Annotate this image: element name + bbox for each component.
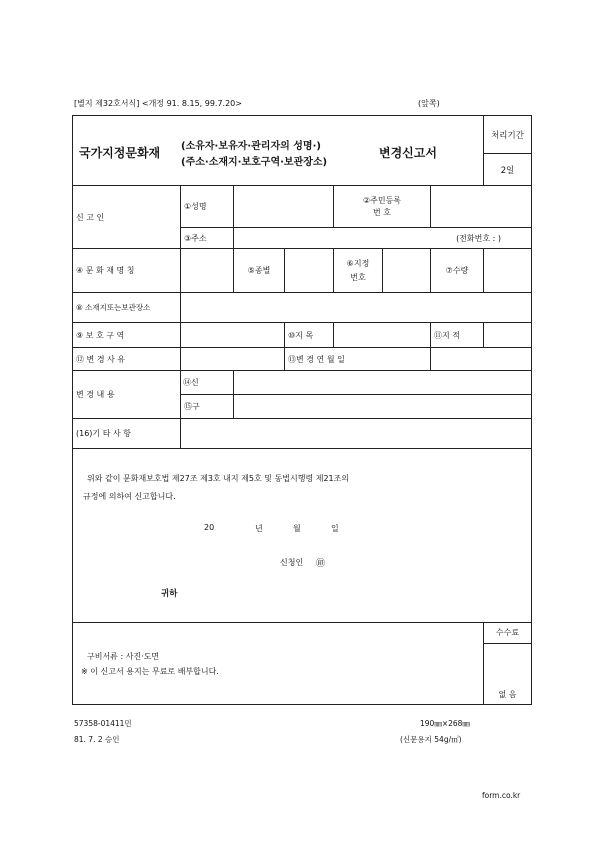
change-content-label: 변 경 내 용	[73, 371, 181, 419]
category-label: ⑤종별	[234, 249, 285, 293]
year-unit: 년	[255, 524, 263, 533]
report-form	[72, 115, 532, 705]
paper-type: (신문용지 54g/㎡)	[400, 735, 462, 744]
land-area-field[interactable]	[484, 323, 532, 348]
quantity-label: ⑦수량	[431, 249, 484, 293]
address-field[interactable]	[234, 228, 532, 249]
resident-no-label-2: 번 호	[373, 207, 391, 217]
quantity-field[interactable]	[484, 249, 532, 293]
site-mark: form.co.kr	[482, 791, 521, 800]
form-code: 57358-01411민	[74, 719, 132, 728]
protected-area-label: ⑨ 보 호 구 역	[73, 323, 181, 348]
land-category-field[interactable]	[334, 323, 431, 348]
statement-line-1: 위와 같이 문화재보호법 제27조 제3호 내지 제5호 및 동법시행령 제21조의	[87, 474, 350, 483]
heritage-name-field[interactable]	[181, 249, 234, 293]
designation-label-1: ⑥지정	[346, 258, 370, 268]
applicant-label: 신 고 인	[73, 186, 181, 249]
fee-label: 수수료	[484, 623, 531, 644]
paper-size: 190㎜×268㎜	[420, 719, 470, 728]
change-date-label: ⑬변 경 연 월 일	[285, 348, 431, 371]
new-label: ⑭신	[181, 371, 234, 395]
category-field[interactable]	[285, 249, 334, 293]
month-unit: 월	[293, 524, 301, 533]
new-field[interactable]	[234, 371, 532, 395]
resident-no-label-1: ②주민등록	[362, 195, 402, 205]
designation-label	[334, 249, 383, 293]
change-date-field[interactable]	[431, 348, 532, 371]
attachments-block	[73, 623, 484, 705]
title-mid-1: (소유자·보유자·관리자의 성명·)	[181, 141, 321, 152]
title-mid-2: (주소·소재지·보호구역·보관장소)	[181, 157, 328, 168]
land-category-label: ⑩지 목	[285, 323, 334, 348]
protected-area-field[interactable]	[181, 323, 285, 348]
title-left: 국가지정문화재	[79, 146, 161, 160]
statement-block	[73, 449, 532, 623]
approval-date: 81. 7. 2 승인	[74, 735, 120, 744]
required-documents: 구비서류 : 사진·도면	[87, 652, 160, 661]
form-title	[73, 116, 484, 186]
designation-label-2: 번호	[350, 272, 366, 282]
day-unit: 일	[331, 524, 339, 533]
old-field[interactable]	[234, 395, 532, 419]
others-label: (16)기 타 사 항	[73, 419, 181, 449]
location-label: ⑧ 소재지또는보관장소	[73, 293, 181, 323]
title-right: 변경신고서	[379, 146, 437, 160]
page-side: (앞쪽)	[418, 99, 440, 108]
year-prefix: 20	[204, 523, 215, 532]
change-reason-label: ⑫ 변 경 사 유	[73, 348, 181, 371]
address-label: ③주소	[181, 228, 234, 249]
seal-mark: ㊞	[316, 559, 326, 569]
resident-no-field[interactable]	[431, 186, 532, 228]
statement-line-2: 규정에 의하여 신고합니다.	[83, 492, 176, 501]
applicant-sign-label: 신청인	[280, 558, 304, 567]
old-label: ⑮구	[181, 395, 234, 419]
fee-value: 없 음	[498, 690, 517, 699]
processing-period-label: 처리기간	[484, 116, 532, 154]
location-field[interactable]	[181, 293, 532, 323]
form-number: [별지 제32호서식] <개정 91. 8.15, 99.7.20>	[74, 99, 242, 108]
designation-field[interactable]	[383, 249, 431, 293]
name-field[interactable]	[234, 186, 334, 228]
fee-block	[484, 623, 532, 705]
change-reason-field[interactable]	[181, 348, 285, 371]
land-area-label: ⑪지 적	[431, 323, 484, 348]
addressee: 귀하	[161, 589, 178, 599]
free-distribution-note: ※ 이 신고서 용지는 무료로 배부합니다.	[81, 667, 219, 676]
others-field[interactable]	[181, 419, 532, 449]
name-label: ①성명	[181, 186, 234, 228]
phone-label: (전화번호 : )	[456, 233, 501, 243]
heritage-name-label: ④ 문 화 재 명 칭	[73, 249, 181, 293]
resident-no-label	[334, 186, 431, 228]
processing-period-value: 2일	[484, 154, 532, 186]
